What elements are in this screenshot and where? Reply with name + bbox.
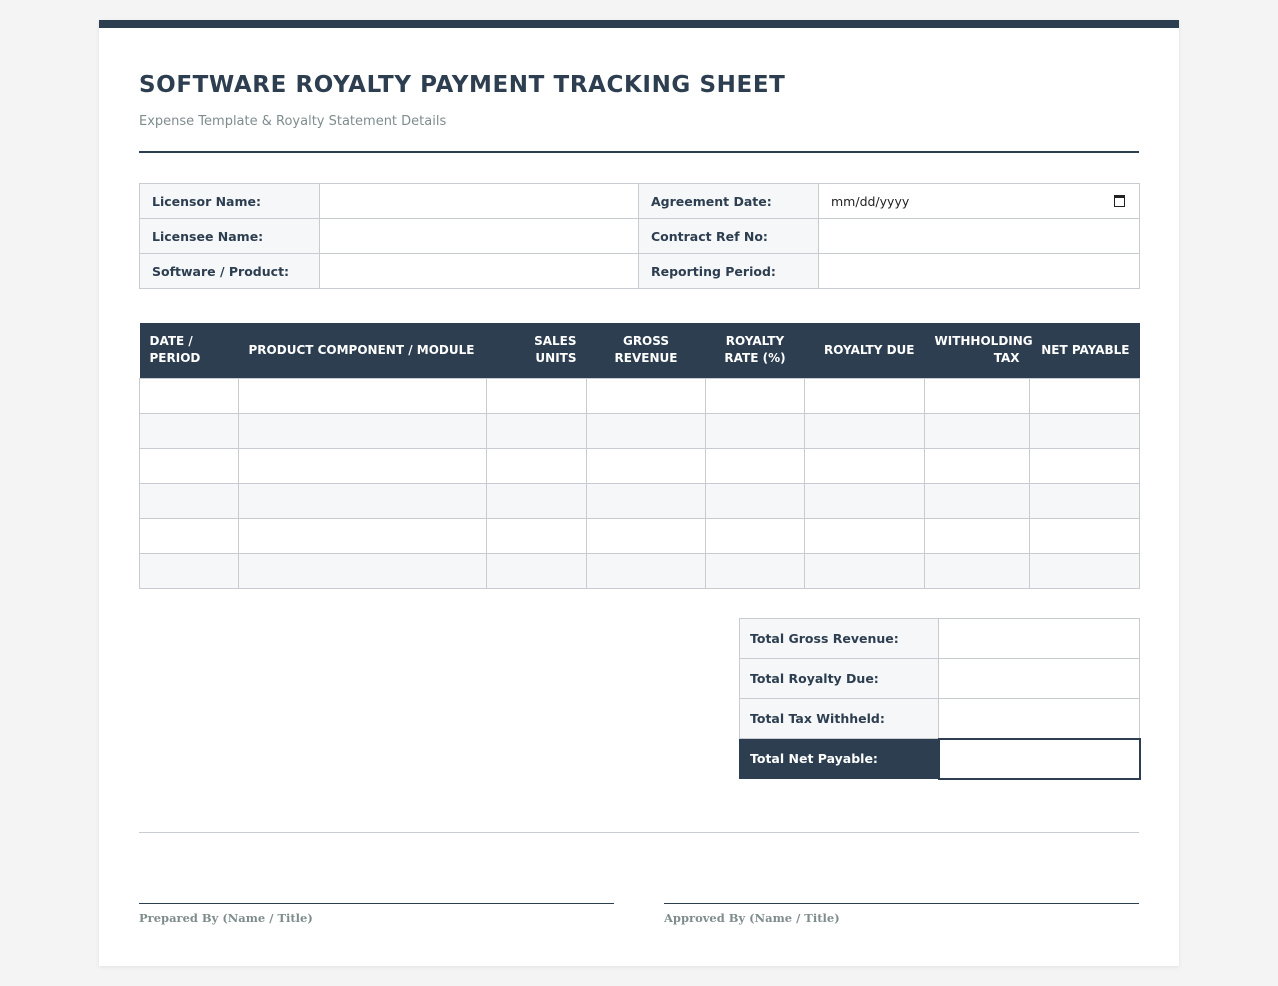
prepared-by-signature[interactable] — [139, 903, 614, 925]
prepared-by-label: Prepared By (Name / Title) — [139, 911, 313, 925]
withholding-cell[interactable] — [925, 483, 1030, 518]
tracking-sheet — [99, 20, 1179, 966]
date-cell[interactable] — [140, 553, 239, 588]
component-cell[interactable] — [239, 413, 487, 448]
software-product-label: Software / Product: — [140, 254, 320, 289]
net-cell[interactable] — [1030, 413, 1140, 448]
table-row — [140, 553, 1140, 588]
signature-line[interactable] — [664, 903, 1139, 904]
net-cell[interactable] — [1030, 553, 1140, 588]
table-header-row — [140, 323, 1140, 378]
totals-row — [740, 619, 1140, 659]
units-cell[interactable] — [487, 378, 587, 413]
component-cell[interactable] — [239, 378, 487, 413]
component-cell[interactable] — [239, 483, 487, 518]
due-cell[interactable] — [805, 483, 925, 518]
royalty-line-items-table — [139, 323, 1140, 589]
signature-divider — [139, 832, 1139, 833]
col-sales-units: SALES UNITS — [487, 323, 587, 378]
reporting-period-field[interactable] — [819, 254, 1140, 289]
gross-cell[interactable] — [587, 378, 706, 413]
withholding-cell[interactable] — [925, 553, 1030, 588]
totals-row — [740, 699, 1140, 739]
col-gross-revenue: GROSS REVENUE — [587, 323, 706, 378]
contract-ref-field[interactable] — [819, 219, 1140, 254]
net-cell[interactable] — [1030, 448, 1140, 483]
info-row — [140, 219, 1140, 254]
net-cell[interactable] — [1030, 483, 1140, 518]
component-cell[interactable] — [239, 553, 487, 588]
units-cell[interactable] — [487, 518, 587, 553]
contract-ref-label: Contract Ref No: — [639, 219, 819, 254]
licensee-name-field[interactable] — [320, 219, 639, 254]
rate-cell[interactable] — [706, 448, 805, 483]
col-royalty-due: ROYALTY DUE — [805, 323, 925, 378]
total-tax-withheld-label: Total Tax Withheld: — [740, 699, 939, 739]
rate-cell[interactable] — [706, 553, 805, 588]
header-divider — [139, 151, 1139, 153]
licensor-name-field[interactable] — [320, 184, 639, 219]
total-royalty-due-field[interactable] — [939, 659, 1140, 699]
component-cell[interactable] — [239, 518, 487, 553]
due-cell[interactable] — [805, 518, 925, 553]
approved-by-signature[interactable] — [664, 903, 1139, 925]
table-row — [140, 448, 1140, 483]
totals-row — [740, 659, 1140, 699]
reporting-period-label: Reporting Period: — [639, 254, 819, 289]
component-cell[interactable] — [239, 448, 487, 483]
info-row — [140, 184, 1140, 219]
gross-cell[interactable] — [587, 518, 706, 553]
withholding-cell[interactable] — [925, 448, 1030, 483]
page-title: SOFTWARE ROYALTY PAYMENT TRACKING SHEET — [139, 72, 786, 98]
net-cell[interactable] — [1030, 378, 1140, 413]
rate-cell[interactable] — [706, 518, 805, 553]
due-cell[interactable] — [805, 413, 925, 448]
date-cell[interactable] — [140, 483, 239, 518]
agreement-date-label: Agreement Date: — [639, 184, 819, 219]
col-date-period: DATE / PERIOD — [140, 323, 239, 378]
total-net-payable-field[interactable] — [939, 739, 1140, 779]
software-product-field[interactable] — [320, 254, 639, 289]
date-cell[interactable] — [140, 413, 239, 448]
col-product-component: PRODUCT COMPONENT / MODULE — [239, 323, 487, 378]
col-royalty-rate: ROYALTY RATE (%) — [706, 323, 805, 378]
agreement-info-table — [139, 183, 1140, 289]
due-cell[interactable] — [805, 448, 925, 483]
total-royalty-due-label: Total Royalty Due: — [740, 659, 939, 699]
withholding-cell[interactable] — [925, 413, 1030, 448]
gross-cell[interactable] — [587, 483, 706, 518]
units-cell[interactable] — [487, 553, 587, 588]
rate-cell[interactable] — [706, 413, 805, 448]
date-placeholder: mm/dd/yyyy — [831, 193, 910, 209]
info-row — [140, 254, 1140, 289]
units-cell[interactable] — [487, 483, 587, 518]
totals-row-net — [740, 739, 1140, 779]
col-withholding-tax: WITHHOLDING TAX — [925, 323, 1030, 378]
due-cell[interactable] — [805, 553, 925, 588]
table-row — [140, 518, 1140, 553]
col-net-payable: NET PAYABLE — [1030, 323, 1140, 378]
withholding-cell[interactable] — [925, 378, 1030, 413]
table-row — [140, 413, 1140, 448]
totals-summary-table — [739, 618, 1141, 780]
total-gross-revenue-label: Total Gross Revenue: — [740, 619, 939, 659]
signature-line[interactable] — [139, 903, 614, 904]
approved-by-label: Approved By (Name / Title) — [664, 911, 840, 925]
rate-cell[interactable] — [706, 378, 805, 413]
withholding-cell[interactable] — [925, 518, 1030, 553]
net-cell[interactable] — [1030, 518, 1140, 553]
gross-cell[interactable] — [587, 448, 706, 483]
licensee-name-label: Licensee Name: — [140, 219, 320, 254]
due-cell[interactable] — [805, 378, 925, 413]
calendar-icon[interactable] — [1114, 195, 1125, 207]
page-subtitle: Expense Template & Royalty Statement Details — [139, 114, 447, 129]
units-cell[interactable] — [487, 448, 587, 483]
gross-cell[interactable] — [587, 553, 706, 588]
agreement-date-field[interactable] — [819, 184, 1140, 219]
table-row — [140, 378, 1140, 413]
gross-cell[interactable] — [587, 413, 706, 448]
date-cell[interactable] — [140, 378, 239, 413]
date-cell[interactable] — [140, 448, 239, 483]
total-tax-withheld-field[interactable] — [939, 699, 1140, 739]
units-cell[interactable] — [487, 413, 587, 448]
table-row — [140, 483, 1140, 518]
rate-cell[interactable] — [706, 483, 805, 518]
total-net-payable-label: Total Net Payable: — [740, 739, 939, 779]
licensor-name-label: Licensor Name: — [140, 184, 320, 219]
date-cell[interactable] — [140, 518, 239, 553]
total-gross-revenue-field[interactable] — [939, 619, 1140, 659]
date-input[interactable] — [831, 194, 1127, 209]
